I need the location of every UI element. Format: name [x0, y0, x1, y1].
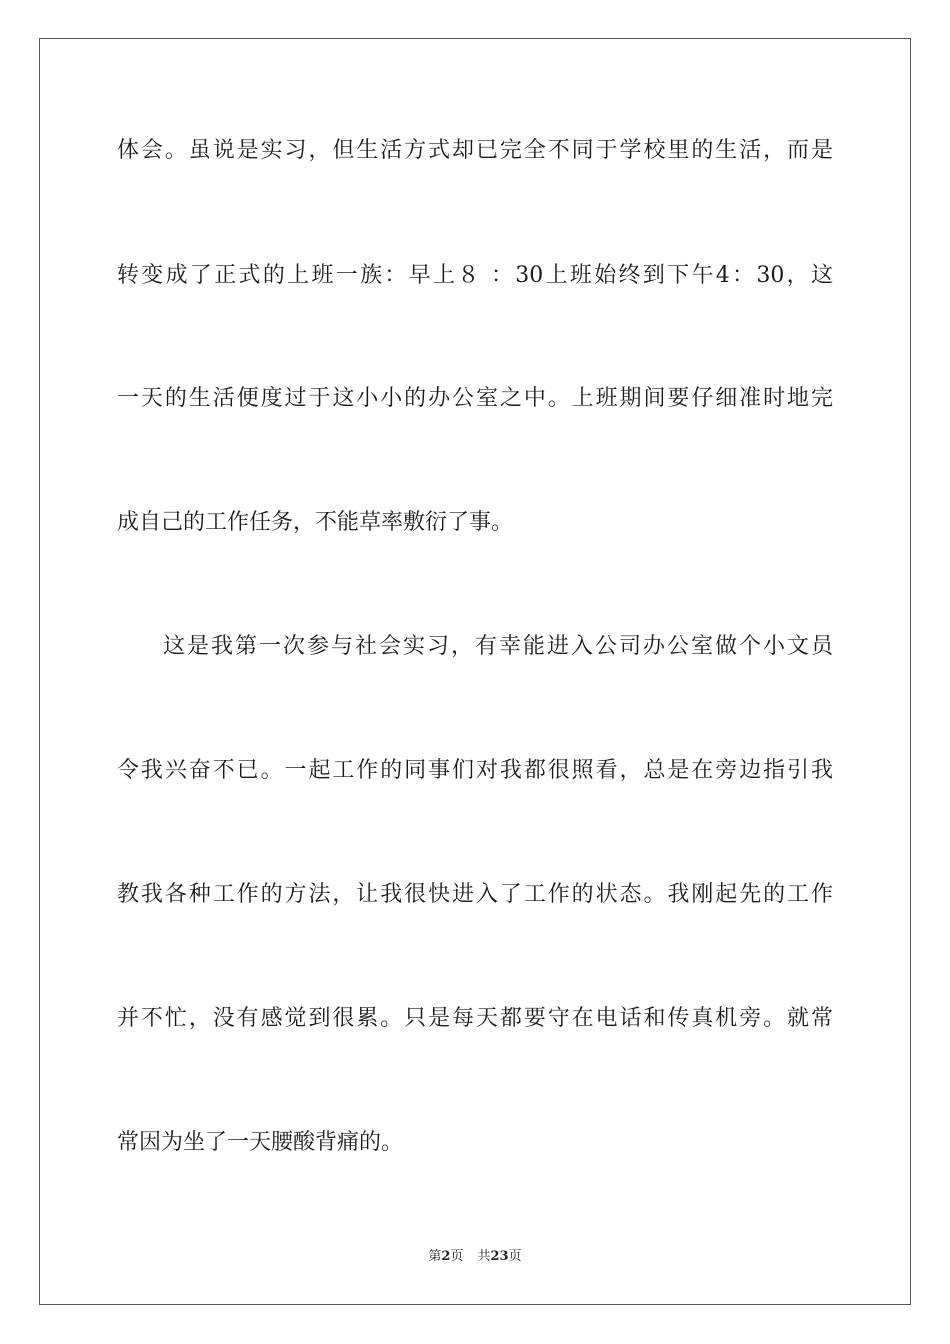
body-text-line: 教我各种工作的方法，让我很快进入了工作的状态。我刚起先的工作 [117, 882, 833, 907]
body-text-line: 体会。虽说是实习，但生活方式却已完全不同于学校里的生活，而是 [117, 138, 833, 163]
total-prefix: 共 [477, 1249, 491, 1264]
body-text-line: 并不忙，没有感觉到很累。只是每天都要守在电话和传真机旁。就常 [117, 1006, 833, 1031]
page-suffix: 页 [450, 1249, 464, 1264]
body-text-line: 常因为坐了一天腰酸背痛的。 [117, 1130, 404, 1155]
body-text-line: 令我兴奋不已。一起工作的同事们对我都很照看，总是在旁边指引我 [117, 758, 833, 783]
body-text-line: 转变成了正式的上班一族：早上８ ：30上班始终到下午4：30，这 [117, 263, 833, 288]
page-number: 2 [441, 1249, 451, 1264]
total-suffix: 页 [508, 1249, 522, 1264]
page-prefix: 第 [428, 1249, 442, 1264]
total-pages: 23 [490, 1249, 509, 1264]
body-text-line: 成自己的工作任务，不能草率敷衍了事。 [117, 510, 514, 535]
page-footer [0, 1248, 950, 1266]
page-border [39, 38, 911, 1305]
body-text-line: 一天的生活便度过于这小小的办公室之中。上班期间要仔细准时地完 [117, 386, 833, 411]
body-text-line-indented: 这是我第一次参与社会实习，有幸能进入公司办公室做个小文员 [163, 634, 833, 659]
